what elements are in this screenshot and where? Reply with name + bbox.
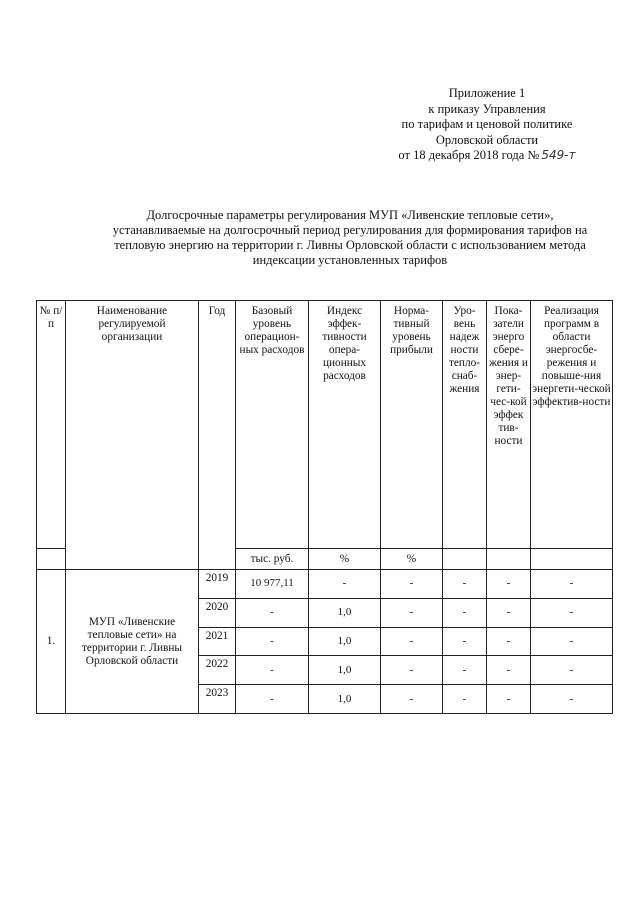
index-cell: 1,0	[309, 627, 381, 656]
reliability-cell: -	[443, 656, 487, 685]
year-cell: 2021	[199, 627, 236, 656]
parameters-table	[36, 300, 613, 714]
energy-cell: -	[487, 598, 531, 627]
programs-cell: -	[531, 598, 613, 627]
base-cell: -	[236, 598, 309, 627]
year-cell: 2022	[199, 656, 236, 685]
appendix-date: от 18 декабря 2018 года №	[398, 148, 540, 162]
reliability-cell: -	[443, 627, 487, 656]
header-energy-efficiency: Пока-затели энерго сбере-жения и энер-гети-чес-кой эффек тив-ности	[487, 301, 531, 549]
appendix-line: Орловской области	[435, 132, 539, 147]
energy-cell: -	[487, 685, 531, 714]
reliability-cell: -	[443, 685, 487, 714]
units-base: тыс. руб.	[236, 549, 309, 570]
units-index: %	[309, 549, 381, 570]
organization-name: МУП «Ливенские тепловые сети» на территории г. Ливны Орловской области	[66, 570, 199, 714]
profit-cell: -	[381, 685, 443, 714]
index-cell: 1,0	[309, 685, 381, 714]
header-reliability: Уро-вень надеж ности тепло-снаб-жения	[443, 301, 487, 549]
units-num	[37, 549, 66, 570]
appendix-block	[372, 86, 602, 164]
units-profit: %	[381, 549, 443, 570]
profit-cell: -	[381, 598, 443, 627]
table-row	[37, 570, 613, 599]
appendix-line: к приказу Управления	[428, 101, 546, 116]
base-cell: -	[236, 685, 309, 714]
header-year: Год	[199, 301, 236, 570]
units-programs	[531, 549, 613, 570]
programs-cell: -	[531, 685, 613, 714]
reliability-cell: -	[443, 598, 487, 627]
row-number: 1.	[37, 570, 66, 714]
programs-cell: -	[531, 656, 613, 685]
year-cell: 2023	[199, 685, 236, 714]
index-cell: 1,0	[309, 656, 381, 685]
profit-cell: -	[381, 627, 443, 656]
reliability-cell: -	[443, 570, 487, 599]
year-cell: 2019	[199, 570, 236, 599]
index-cell: 1,0	[309, 598, 381, 627]
year-cell: 2020	[199, 598, 236, 627]
appendix-date-line	[372, 148, 602, 164]
header-profit-level: Норма-тивный уровень прибыли	[381, 301, 443, 549]
index-cell: -	[309, 570, 381, 599]
order-number-handwritten: 549-т	[541, 148, 576, 162]
header-programs: Реализация программ в области энергосбе-режения и повыше-ния энергети-ческой эффектив-ности	[531, 301, 613, 549]
header-num: № п/п	[37, 301, 66, 549]
energy-cell: -	[487, 570, 531, 599]
header-base-level: Базовый уровень операцион-ных расходов	[236, 301, 309, 549]
units-energy	[487, 549, 531, 570]
programs-cell: -	[531, 570, 613, 599]
appendix-line: по тарифам и ценовой политике	[401, 117, 573, 131]
header-efficiency-index: Индекс эффек-тивности опера-ционных расходов	[309, 301, 381, 549]
units-reliability	[443, 549, 487, 570]
base-cell: -	[236, 656, 309, 685]
header-organization: Наименование регулируемой организации	[66, 301, 199, 570]
appendix-line: Приложение 1	[448, 86, 526, 100]
profit-cell: -	[381, 570, 443, 599]
energy-cell: -	[487, 627, 531, 656]
base-cell: 10 977,11	[236, 570, 309, 599]
document-title: Долгосрочные параметры регулирования МУП «Ливенские тепловые сети», устанавливаемые на долгосрочный период регулирования для формирования тарифов на тепловую энергию на территории г. Ливны Орловской области с использованием метода индексации установленных тарифов	[112, 208, 588, 267]
base-cell: -	[236, 627, 309, 656]
header-row	[37, 301, 613, 549]
programs-cell: -	[531, 627, 613, 656]
profit-cell: -	[381, 656, 443, 685]
energy-cell: -	[487, 656, 531, 685]
